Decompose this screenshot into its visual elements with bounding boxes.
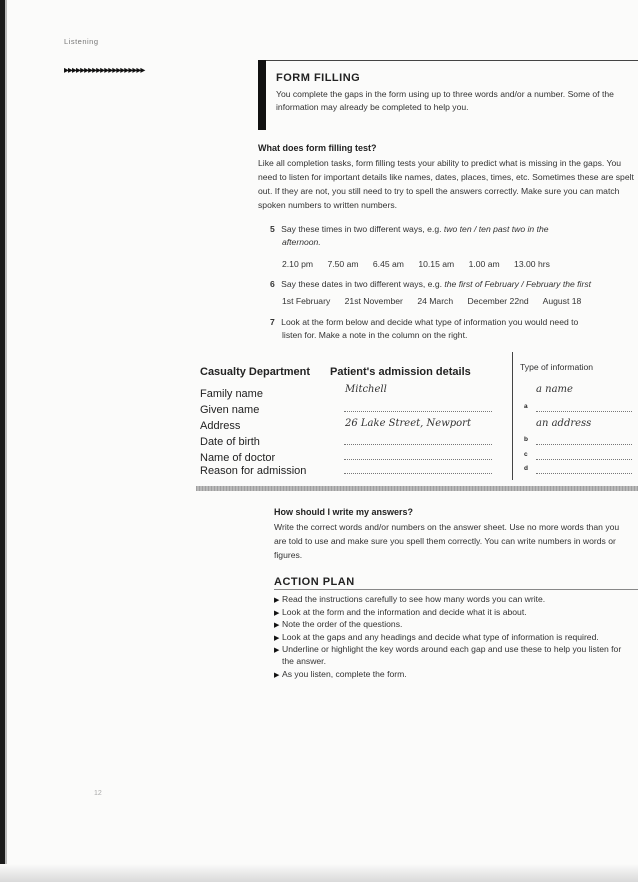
section-rule [266,60,638,61]
action-item: ▶ Note the order of the questions. [274,619,634,631]
triangle-bullet-icon: ▶ [274,647,280,655]
date-value: August 18 [542,296,582,306]
time-value: 13.00 hrs [514,259,550,269]
form-label-doctor: Name of doctor [200,452,276,464]
action-item: ▶ Look at the form and the information and decide what it is about. [274,607,634,619]
letter-b: b [524,436,528,443]
action-item: ▶ Look at the gaps and any headings and decide what type of information is required. [274,632,634,644]
time-value: 7.50 am [327,259,359,269]
form-title: Casualty Department [200,366,311,378]
answer-family-name: Mitchell [345,384,387,395]
question-text: Look at the form below and decide what type of information you would need to [281,317,579,327]
reason-field[interactable] [344,472,492,474]
how-write-heading: How should I write my answers? [274,507,414,517]
time-values [282,259,562,269]
type-field-b[interactable] [536,443,632,445]
date-value: 21st November [344,296,403,306]
arrow-decoration: ▸▸▸▸▸▸▸▸▸▸▸▸▸▸▸▸▸▸▸▸ [64,65,145,76]
date-value: 1st February [282,296,331,306]
how-write-text: Write the correct words and/or numbers on the answer sheet. Use no more words than you are told to use and make sure you spell them correctly. You can write numbers in words or figures. [274,522,620,560]
what-tests-heading: What does form filling test? [258,143,377,153]
type-answer-address: an address [536,418,592,429]
section-title: FORM FILLING [276,72,361,84]
type-field-d[interactable] [536,472,632,474]
time-value: 2.10 pm [282,259,314,269]
triangle-bullet-icon: ▶ [274,671,280,679]
question-5-example-cont: afternoon. [282,237,321,247]
letter-d: d [524,465,528,472]
type-answer-name: a name [536,384,573,395]
triangle-bullet-icon: ▶ [274,634,280,642]
date-value: December 22nd [467,296,529,306]
given-name-field[interactable] [344,410,492,412]
action-plan-rule [274,589,638,590]
question-number: 7 [270,317,275,327]
question-text: Say these dates in two different ways, e.g. [281,279,442,289]
letter-a: a [524,403,528,410]
question-6 [270,278,638,291]
answer-address: 26 Lake Street, Newport [345,418,471,429]
time-value: 1.00 am [468,259,500,269]
form-label-family-name: Family name [200,388,263,400]
type-field-a[interactable] [536,410,632,412]
question-example: two ten / ten past two in the [443,224,549,234]
question-7-cont: listen for. Make a note in the column on the right. [282,330,468,340]
form-label-address: Address [200,420,241,432]
doctor-field[interactable] [344,458,492,460]
question-example: the first of February / February the first [444,279,592,289]
form-label-date-of-birth: Date of birth [200,436,260,448]
type-column-heading: Type of information [520,362,594,372]
action-item: ▶ Underline or highlight the key words around each gap and use these to help you listen for the answer. [274,644,622,666]
action-plan-list [274,594,634,681]
page-number: 12 [94,790,102,797]
triangle-bullet-icon: ▶ [274,622,280,630]
question-5 [270,223,638,236]
action-plan-title: ACTION PLAN [274,576,355,588]
form-divider [512,352,513,480]
triangle-bullet-icon: ▶ [274,609,280,617]
section-intro: You complete the gaps in the form using up to three words and/or a number. Some of the information may already be completed to help you. [276,89,614,112]
date-of-birth-field[interactable] [344,443,492,445]
triangle-bullet-icon: ▶ [274,597,280,604]
form-separator [196,486,638,491]
form-label-reason: Reason for admission [200,465,307,477]
letter-c: c [524,451,528,458]
form-label-given-name: Given name [200,404,260,416]
form-column-title: Patient's admission details [330,366,471,378]
question-number: 5 [270,224,275,234]
type-field-c[interactable] [536,458,632,460]
what-tests-text: Like all completion tasks, form filling tests your ability to predict what is missing in the gaps. You need to listen for important details like names, dates, places, times, etc. Sometimes these are spelt out. If they are not, you still need to try to spell the answers correctly. Make sure you can match spoken numbers to written numbers. [258,158,634,210]
question-7 [270,316,638,329]
time-value: 6.45 am [372,259,404,269]
running-head: Listening [64,37,99,46]
page-binding-shadow [5,0,7,882]
page-bottom-shadow [0,864,638,882]
date-values [282,296,593,306]
action-item: ▶ Read the instructions carefully to see how many words you can write. [274,594,634,606]
section-bar [258,60,266,130]
question-text: Say these times in two different ways, e.g. [281,224,442,234]
time-value: 10.15 am [418,259,455,269]
action-item: ▶ As you listen, complete the form. [274,669,634,681]
question-number: 6 [270,279,275,289]
date-value: 24 March [417,296,454,306]
